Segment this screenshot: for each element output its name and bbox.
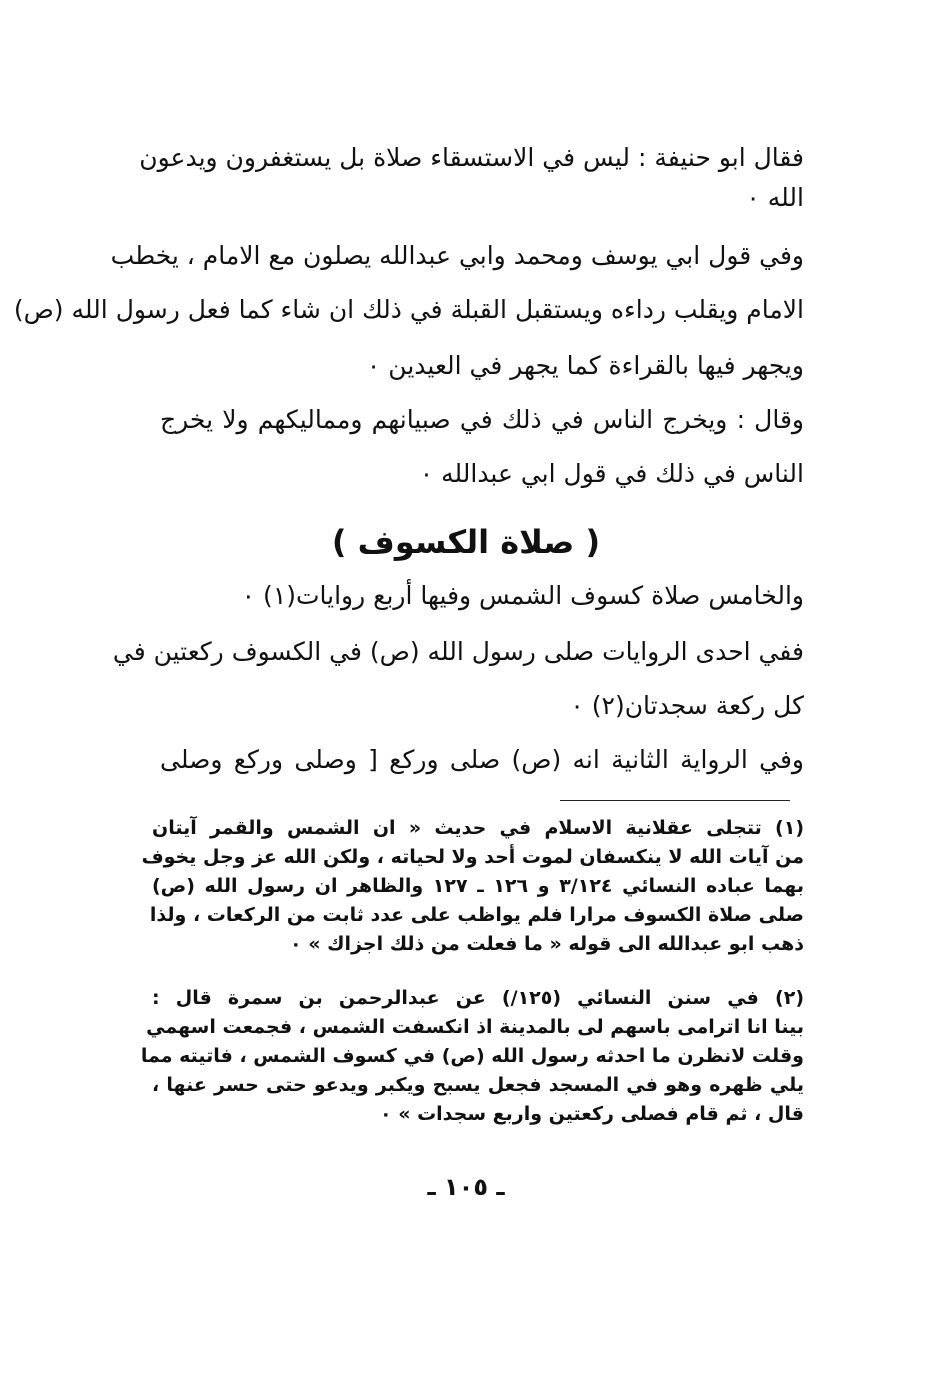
body-line-4: الامام ويقلب رداءه ويستقبل القبلة في ذلك ان شاء كما فعل رسول الله (ص) [13,295,804,324]
body-line-3: وفي قول ابي يوسف ومحمد وابي عبدالله يصلون مع الامام ، يخطب [110,241,804,270]
page-number: ـ ١٠٥ ـ [427,1173,505,1201]
footnote-2-line-1: (٢) في سنن النسائي (١٢٥/) عن عبدالرحمن بن سمرة قال : [152,987,804,1009]
section-heading: ( صلاة الكسوف ) [331,523,601,561]
body-line-2: الله ٠ [746,183,804,212]
footnote-1-line-5: ذهب ابو عبدالله الى قوله « ما فعلت من ذلك اجزاك » ٠ [290,933,804,955]
footnote-1-line-3: بهما عباده النسائي ٣/١٢٤ و ١٢٦ ـ ١٢٧ والظاهر ان رسول الله (ص) [152,875,804,897]
body-line-11: وفي الرواية الثانية انه (ص) صلى وركع [ وصلى وركع وصلى [160,745,804,774]
body-line-8: والخامس صلاة كسوف الشمس وفيها أربع روايات(١) ٠ [241,581,804,610]
footnote-2-line-5: قال ، ثم قام فصلى ركعتين واربع سجدات » ٠ [379,1103,804,1125]
footnote-separator [560,800,790,801]
footnote-1-line-1: (١) تتجلى عقلانية الاسلام في حديث « ان الشمس والقمر آيتان [152,817,804,839]
footnote-2-line-2: بينا انا اترامى باسهم لى بالمدينة اذ انكسفت الشمس ، فجمعت اسهمي [146,1016,804,1038]
body-line-10: كل ركعة سجدتان(٢) ٠ [570,691,804,720]
footnote-1-line-4: صلى صلاة الكسوف مرارا فلم يواظب على عدد ثابت من الركعات ، ولذا [149,904,804,926]
footnote-2-line-3: وقلت لانظرن ما احدثه رسول الله (ص) في كسوف الشمس ، فاتيته مما [140,1045,804,1067]
footnote-2-line-4: يلي ظهره وهو في المسجد فجعل يسبح ويكبر ويدعو حتى حسر عنها ، [152,1074,804,1096]
body-line-1: فقال ابو حنيفة : ليس في الاستسقاء صلاة بل يستغفرون ويدعون [139,143,804,172]
body-line-9: ففي احدى الروايات صلى رسول الله (ص) في الكسوف ركعتين في [112,637,804,666]
body-line-5: ويجهر فيها بالقراءة كما يجهر في العيدين ٠ [366,351,804,380]
body-line-7: الناس في ذلك في قول ابي عبدالله ٠ [419,459,804,488]
footnote-1-line-2: من آيات الله لا ينكسفان لموت أحد ولا لحياته ، ولكن الله عز وجل يخوف [141,846,804,868]
body-line-6: وقال : ويخرج الناس في ذلك في صبيانهم ومماليكهم ولا يخرج [160,405,804,434]
